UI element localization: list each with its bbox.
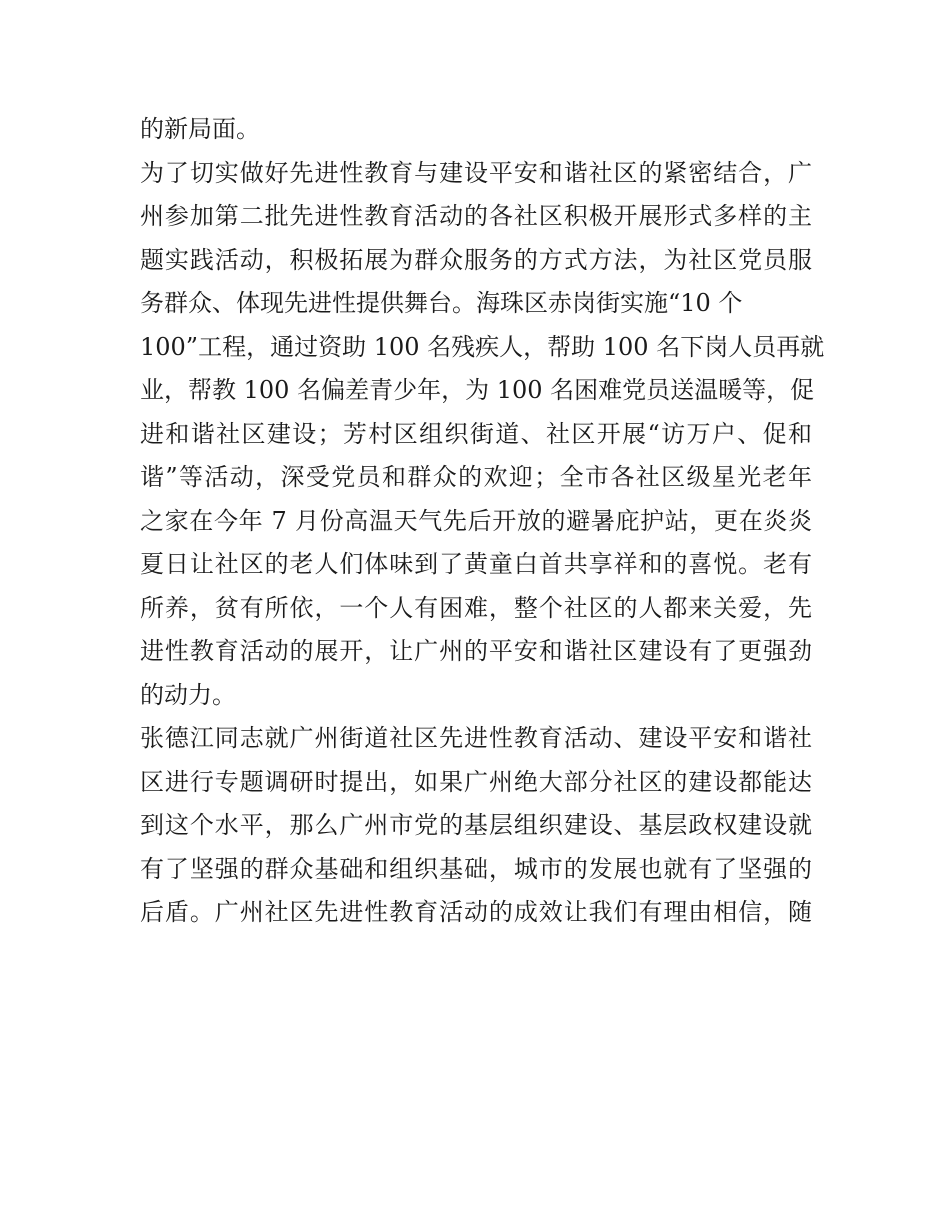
text-line: 进和谐社区建设；芳村区组织街道、社区开展“访万户、促和: [140, 419, 812, 448]
text-line: 州参加第二批先进性教育活动的各社区积极开展形式多样的主: [140, 202, 812, 230]
paragraph-2: [140, 152, 825, 718]
paragraph-3: [140, 717, 812, 935]
text-line: 所养，贫有所依，一个人有困难，整个社区的人都来关爱，先: [140, 593, 812, 622]
text-line: 夏日让社区的老人们体味到了黄童白首共享祥和的喜悦。老有: [140, 550, 812, 578]
body-text: [140, 108, 825, 935]
text-line: 张德江同志就广州街道社区先进性教育活动、建设平安和谐社: [140, 724, 812, 752]
text-line: 之家在今年 7 月份高温天气先后开放的避暑庇护站，更在炎炎: [140, 506, 812, 535]
text-line: 后盾。广州社区先进性教育活动的成效让我们有理由相信，随: [140, 898, 812, 926]
text-line: 业，帮教 100 名偏差青少年，为 100 名困难党员送温暖等，促: [140, 376, 815, 404]
text-line: 的动力。: [140, 680, 236, 709]
text-line: 进性教育活动的展开，让广州的平安和谐社区建设有了更强劲: [140, 637, 812, 665]
text-line: 的新局面。: [140, 115, 260, 143]
text-line: 为了切实做好先进性教育与建设平安和谐社区的紧密结合，广: [140, 158, 812, 187]
text-line: 题实践活动，积极拓展为群众服务的方式方法，为社区党员服: [140, 245, 812, 274]
text-line: 有了坚强的群众基础和组织基础，城市的发展也就有了坚强的: [140, 854, 812, 883]
text-line: 谐”等活动，深受党员和群众的欢迎；全市各社区级星光老年: [140, 463, 812, 491]
text-line: 100”工程，通过资助 100 名残疾人，帮助 100 名下岗人员再就: [140, 332, 825, 361]
paragraph-1: [140, 108, 812, 152]
text-line: 区进行专题调研时提出，如果广州绝大部分社区的建设都能达: [140, 767, 812, 796]
text-line: 务群众、体现先进性提供舞台。海珠区赤岗街实施“10 个: [140, 289, 743, 317]
text-line: 到这个水平，那么广州市党的基层组织建设、基层政权建设就: [140, 811, 812, 839]
